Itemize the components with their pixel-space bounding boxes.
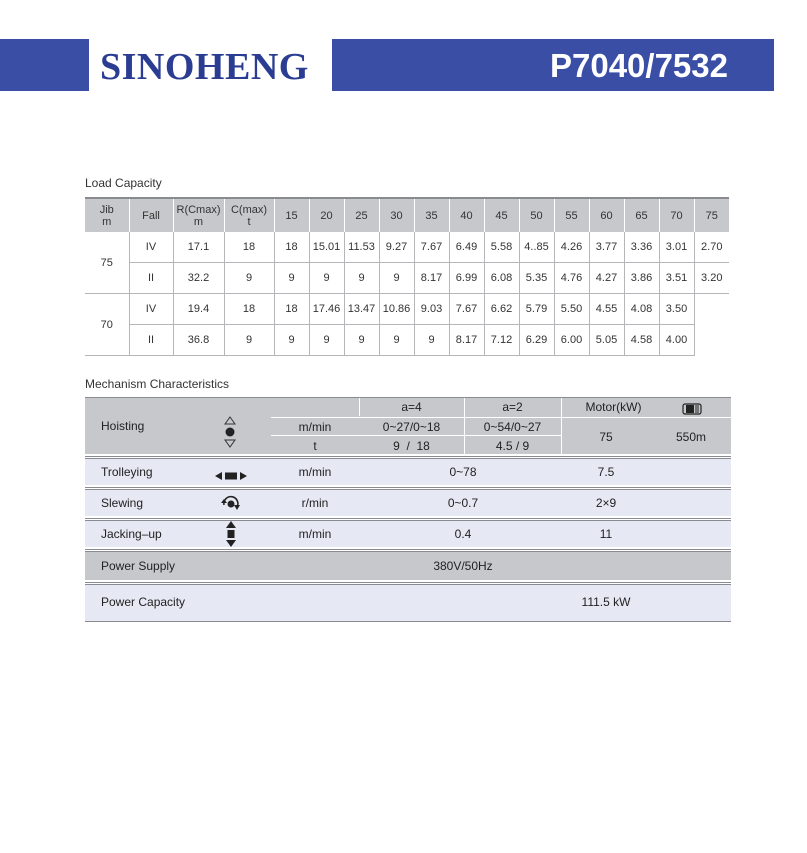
load-value: 3.86 — [624, 263, 659, 294]
header-radius: 70 — [659, 198, 694, 232]
table-row — [85, 232, 729, 263]
c-max: 18 — [224, 232, 274, 263]
jib-length: 70 — [85, 294, 129, 356]
load-value: 4.27 — [589, 263, 624, 294]
header-radius: 35 — [414, 198, 449, 232]
header-a2: a=2 — [502, 400, 523, 414]
load-value: 6.49 — [449, 232, 484, 263]
power-supply-label: Power Supply — [101, 559, 176, 573]
load-value: 7.67 — [449, 294, 484, 325]
load-capacity-title: Load Capacity — [85, 176, 162, 190]
load-value: 6.99 — [449, 263, 484, 294]
load-value: 3.51 — [659, 263, 694, 294]
load-value: 5.50 — [554, 294, 589, 325]
header-radius: 25 — [344, 198, 379, 232]
c-max: 18 — [224, 294, 274, 325]
r-cmax: 32.2 — [173, 263, 224, 294]
load-value: 10.86 — [379, 294, 414, 325]
load-value: 9 — [309, 263, 344, 294]
header-c-max: C(max) t — [224, 198, 274, 232]
slewing-motor: 2×9 — [595, 496, 617, 510]
load-value: 6.62 — [484, 294, 519, 325]
fall: IV — [129, 294, 173, 325]
hoisting-load-unit: t — [313, 439, 317, 453]
load-capacity-table — [85, 197, 729, 356]
mechanism-title: Mechanism Characteristics — [85, 377, 230, 391]
load-value: 6.00 — [554, 325, 589, 356]
load-value: 13.47 — [344, 294, 379, 325]
rotate-icon — [220, 495, 242, 516]
load-value: 17.46 — [309, 294, 344, 325]
hoisting-speed-unit: m/min — [298, 420, 332, 434]
load-value: 9 — [379, 263, 414, 294]
jacking-unit: m/min — [298, 527, 332, 541]
load-value: 5.05 — [589, 325, 624, 356]
header-left-bar — [0, 39, 89, 91]
empty-cell — [694, 294, 729, 325]
load-table-header — [85, 198, 729, 232]
trolleying-label: Trolleying — [101, 465, 153, 479]
load-value: 4.08 — [624, 294, 659, 325]
load-value: 9 — [274, 325, 309, 356]
load-value: 18 — [274, 294, 309, 325]
slewing-label: Slewing — [101, 496, 144, 510]
load-value: 7.67 — [414, 232, 449, 263]
header-radius: 40 — [449, 198, 484, 232]
header-radius: 15 — [274, 198, 309, 232]
header-fall: Fall — [129, 198, 173, 232]
jacking-label: Jacking–up — [101, 527, 162, 541]
table-row — [85, 263, 729, 294]
load-value: 2.70 — [694, 232, 729, 263]
header-radius: 30 — [379, 198, 414, 232]
load-value: 3.77 — [589, 232, 624, 263]
header-radius: 45 — [484, 198, 519, 232]
header-motor: Motor(kW) — [585, 400, 642, 414]
power-supply-value: 380V/50Hz — [433, 559, 493, 573]
load-value: 3.36 — [624, 232, 659, 263]
load-value: 15.01 — [309, 232, 344, 263]
load-value: 9 — [414, 325, 449, 356]
load-value: 5.79 — [519, 294, 554, 325]
trolleying-speed: 0~78 — [449, 465, 477, 479]
header-radius: 55 — [554, 198, 589, 232]
load-value: 9 — [379, 325, 414, 356]
load-value: 4.00 — [659, 325, 694, 356]
hoisting-speed-a4: 0~27/0~18 — [382, 420, 441, 434]
power-capacity-value: 111.5 kW — [581, 595, 631, 609]
fall: II — [129, 263, 173, 294]
c-max: 9 — [224, 263, 274, 294]
slewing-speed: 0~0.7 — [447, 496, 479, 510]
header-radius: 20 — [309, 198, 344, 232]
load-value: 8.17 — [449, 325, 484, 356]
slewing-unit: r/min — [301, 496, 329, 510]
load-value: 9.03 — [414, 294, 449, 325]
power-capacity-label: Power Capacity — [101, 595, 186, 609]
header-radius: 60 — [589, 198, 624, 232]
r-cmax: 19.4 — [173, 294, 224, 325]
hoisting-motor-value: 75 — [599, 430, 613, 444]
trolley-arrows-icon — [215, 470, 247, 484]
load-value: 9 — [309, 325, 344, 356]
load-value: 3.01 — [659, 232, 694, 263]
trolleying-unit: m/min — [298, 465, 332, 479]
rope-drum-icon — [682, 403, 702, 418]
jacking-arrows-icon — [226, 521, 236, 550]
load-value: 7.12 — [484, 325, 519, 356]
hoisting-rope-length: 550m — [675, 430, 707, 444]
load-value: 4.58 — [624, 325, 659, 356]
hoisting-load-a4: 9 / 18 — [393, 439, 430, 453]
load-value: 5.35 — [519, 263, 554, 294]
header-radius: 50 — [519, 198, 554, 232]
fall: II — [129, 325, 173, 356]
empty-cell — [694, 325, 729, 356]
header-a4: a=4 — [401, 400, 422, 414]
header-right-bar — [332, 39, 774, 91]
load-value: 6.29 — [519, 325, 554, 356]
load-value: 6.08 — [484, 263, 519, 294]
load-value: 3.50 — [659, 294, 694, 325]
load-value: 4.55 — [589, 294, 624, 325]
load-value: 9 — [274, 263, 309, 294]
fall: IV — [129, 232, 173, 263]
header-jib: Jib m — [85, 198, 129, 232]
table-row — [85, 325, 729, 356]
hoisting-speed-a2: 0~54/0~27 — [483, 420, 542, 434]
table-row — [85, 294, 729, 325]
jacking-speed: 0.4 — [454, 527, 472, 541]
load-value: 4.26 — [554, 232, 589, 263]
r-cmax: 17.1 — [173, 232, 224, 263]
trolleying-motor: 7.5 — [597, 465, 615, 479]
load-value: 9.27 — [379, 232, 414, 263]
load-value: 9 — [344, 325, 379, 356]
model-title: P7040/7532 — [549, 47, 728, 84]
load-value: 18 — [274, 232, 309, 263]
jacking-motor: 11 — [599, 527, 613, 541]
brand-logo: SINOHENG — [100, 46, 309, 88]
hoisting-label: Hoisting — [101, 419, 145, 433]
load-value: 4.76 — [554, 263, 589, 294]
hoisting-load-a2: 4.5 / 9 — [495, 439, 530, 453]
c-max: 9 — [224, 325, 274, 356]
hoisting-icon — [224, 416, 236, 453]
load-value: 4..85 — [519, 232, 554, 263]
jib-length: 75 — [85, 232, 129, 294]
r-cmax: 36.8 — [173, 325, 224, 356]
load-value: 11.53 — [344, 232, 379, 263]
load-value: 9 — [344, 263, 379, 294]
header-radius: 65 — [624, 198, 659, 232]
load-value: 8.17 — [414, 263, 449, 294]
header-r-cmax: R(Cmax) m — [173, 198, 224, 232]
load-value: 5.58 — [484, 232, 519, 263]
header-radius: 75 — [694, 198, 729, 232]
load-value: 3.20 — [694, 263, 729, 294]
